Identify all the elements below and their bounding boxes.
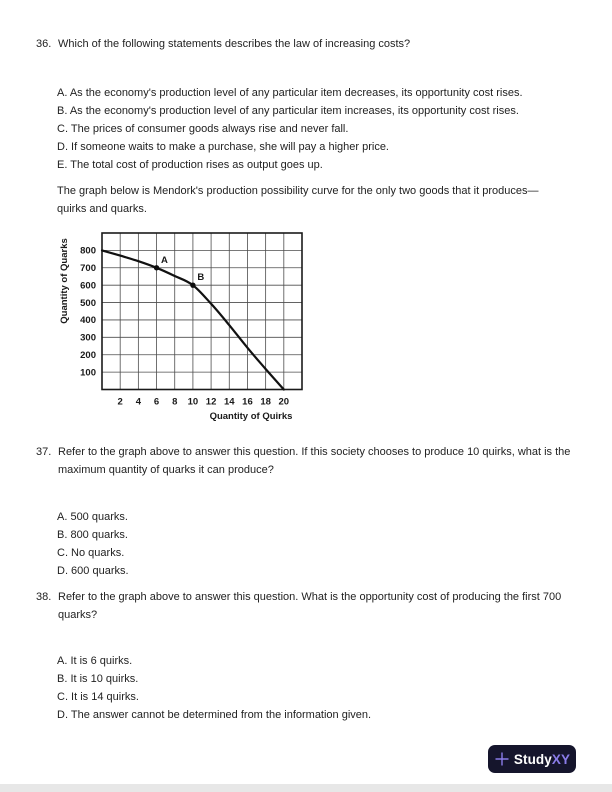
y-tick-label: 300 [80,332,96,344]
option: A. As the economy's production level of any particular item decreases, its opportunity cost rises. [57,87,523,99]
option: B. 800 quarks. [57,529,128,541]
option: E. The total cost of production rises as output goes up. [57,159,323,171]
question-38-number: 38. [36,591,52,603]
option: D. 600 quarks. [57,565,129,577]
y-tick-label: 800 [80,245,96,257]
x-tick-label: 12 [205,396,217,408]
x-tick-label: 10 [187,396,199,408]
x-tick-label: 6 [153,396,160,408]
page-bottom-edge [0,784,612,792]
brand-xy-text: XY [551,751,571,767]
x-tick-label: 16 [242,396,253,408]
option: D. If someone waits to make a purchase, she will pay a higher price. [57,141,389,153]
option: A. 500 quarks. [57,511,128,523]
option: B. As the economy's production level of any particular item increases, its opportunity cost rises. [57,105,519,117]
plus-icon-strokes [495,753,508,766]
y-tick-label: 200 [80,350,96,362]
option: C. No quarks. [57,547,125,559]
point-label-B: B [197,272,205,284]
x-tick-label: 14 [223,396,235,408]
question-36-options [57,84,523,174]
question-38-options [57,652,371,724]
point-A [154,265,159,270]
y-axis-title: Quantity of Quarks [59,238,70,324]
option: C. The prices of consumer goods always rise and never fall. [57,123,349,135]
question-37 [36,443,596,479]
ppf-chart-svg [50,226,315,428]
x-tick-label: 2 [117,396,123,408]
x-tick-label: 4 [135,396,142,408]
question-37-number: 37. [36,446,52,458]
brand-study-text: Study [513,751,552,767]
option: A. It is 6 quirks. [57,655,133,667]
x-axis-title: Quantity of Quirks [209,411,293,422]
x-tick-label: 18 [260,396,271,408]
x-tick-label: 8 [172,396,178,408]
graph-intro: The graph below is Mendork's production possibility curve for the only two goods that it produces—quirks and quarks. [57,185,539,215]
question-36-number: 36. [36,38,52,50]
y-tick-label: 500 [80,297,96,309]
y-tick-label: 700 [80,263,96,275]
question-38-text: Refer to the graph above to answer this question. What is the opportunity cost of producing the first 700 quarks? [58,591,562,621]
brand-study [514,752,570,767]
question-36-text: Which of the following statements describes the law of increasing costs? [58,38,411,50]
point-label-A: A [161,254,168,266]
studyxy-logo [488,745,576,773]
y-tick-label: 600 [80,280,96,292]
plot-border [102,233,302,390]
question-37-text: Refer to the graph above to answer this question. If this society chooses to produce 10 quirks, what is the maximum quantity of quarks it can produce? [58,446,571,476]
option: D. The answer cannot be determined from the information given. [57,709,372,721]
plus-icon [494,751,510,767]
question-37-options [57,508,129,580]
option: C. It is 14 quirks. [57,691,139,703]
y-tick-label: 100 [80,367,96,379]
option: B. It is 10 quirks. [57,673,139,685]
ppf-chart [50,226,315,428]
question-38 [36,588,596,624]
x-tick-label: 20 [278,396,290,408]
question-36 [36,35,596,53]
point-B [190,282,195,287]
y-tick-label: 400 [80,315,96,327]
